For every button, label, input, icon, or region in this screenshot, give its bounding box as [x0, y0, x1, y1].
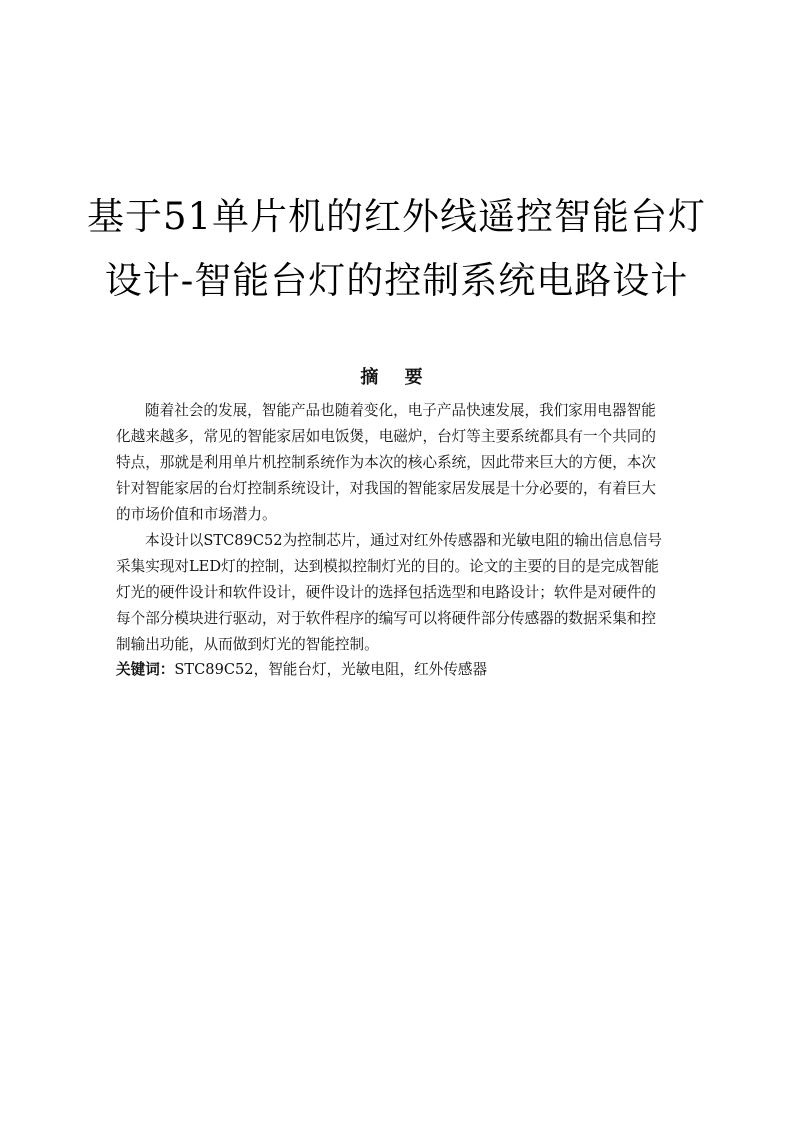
paragraph-line: 制输出功能，从而做到灯光的智能控制。 — [116, 636, 379, 653]
keywords-line — [116, 660, 487, 680]
paragraph-line: 化越来越多，常见的智能家居如电饭煲，电磁炉，台灯等主要系统都具有一个共同的 — [116, 428, 656, 445]
paragraph-line: 每个部分模块进行驱动，对于软件程序的编写可以将硬件部分传感器的数据采集和控 — [116, 610, 656, 627]
abstract-heading: 摘 要 — [360, 367, 433, 388]
paragraph-line: 本设计以STC89C52为控制芯片，通过对红外传感器和光敏电阻的输出信息信号 — [145, 532, 663, 549]
keywords-text: STC89C52，智能台灯，光敏电阻，红外传感器 — [174, 661, 488, 678]
paragraph-line: 采集实现对LED灯的控制，达到模拟控制灯光的目的。论文的主要的目的是完成智能 — [116, 558, 659, 575]
title-line-2: 设计-智能台灯的控制系统电路设计 — [104, 259, 689, 302]
keywords-label: 关键词： — [116, 661, 175, 678]
paragraph-line: 随着社会的发展，智能产品也随着变化，电子产品快速发展，我们家用电器智能 — [145, 402, 656, 419]
paragraph-line: 特点，那就是利用单片机控制系统作为本次的核心系统，因此带来巨大的方便，本次 — [116, 454, 656, 471]
paragraph-line: 的市场价值和市场潜力。 — [116, 506, 277, 523]
paragraph-line: 针对智能家居的台灯控制系统设计，对我国的智能家居发展是十分必要的，有着巨大 — [116, 480, 656, 497]
paragraph-line: 灯光的硬件设计和软件设计，硬件设计的选择包括选型和电路设计；软件是对硬件的 — [116, 584, 656, 601]
title-line-1: 基于51单片机的红外线遥控智能台灯 — [86, 195, 707, 238]
